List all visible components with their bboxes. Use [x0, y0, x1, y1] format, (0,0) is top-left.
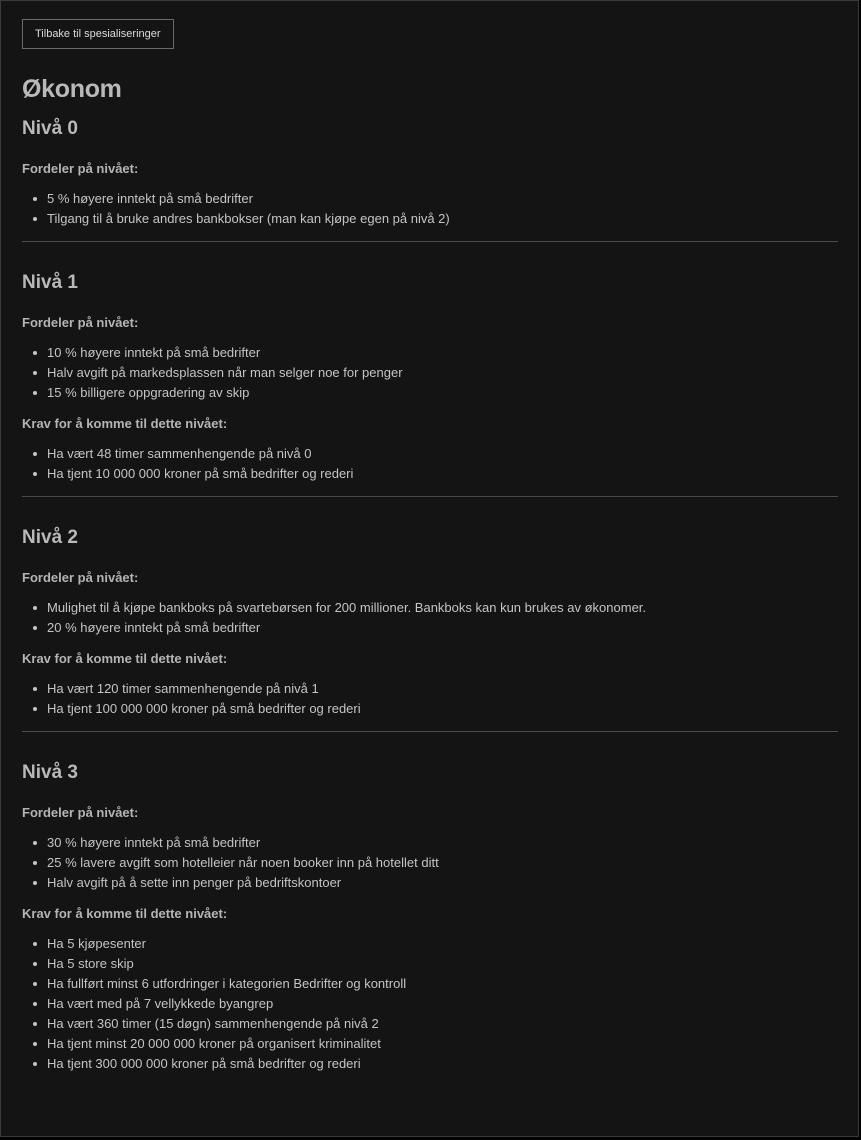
divider	[22, 496, 838, 497]
benefits-list	[22, 833, 838, 893]
list-item: Ha tjent minst 20 000 000 kroner på organisert kriminalitet	[22, 1034, 838, 1054]
list-item: Ha vært med på 7 vellykkede byangrep	[22, 994, 838, 1014]
page-title: Økonom	[22, 75, 122, 103]
back-to-specializations-button[interactable]: Tilbake til spesialiseringer	[22, 19, 174, 49]
list-item: Ha vært 48 timer sammenhengende på nivå 0	[22, 444, 838, 464]
level-title: Nivå 1	[22, 272, 78, 293]
level-1	[22, 271, 838, 484]
list-item: 15 % billigere oppgradering av skip	[22, 383, 838, 403]
divider	[22, 731, 838, 732]
level-0	[22, 117, 838, 229]
list-item: Mulighet til å kjøpe bankboks på svartebørsen for 200 millioner. Bankboks kan kun brukes av økonomer.	[22, 598, 838, 618]
list-item: Ha 5 kjøpesenter	[22, 934, 838, 954]
list-item: 30 % høyere inntekt på små bedrifter	[22, 833, 838, 853]
benefits-list	[22, 189, 838, 229]
requirements-list	[22, 934, 838, 1074]
benefits-label: Fordeler på nivået:	[22, 315, 139, 330]
list-item: Ha tjent 100 000 000 kroner på små bedrifter og rederi	[22, 699, 838, 719]
list-item: Ha tjent 10 000 000 kroner på små bedrifter og rederi	[22, 464, 838, 484]
list-item: 25 % lavere avgift som hotelleier når noen booker inn på hotellet ditt	[22, 853, 838, 873]
requirements-list	[22, 679, 838, 719]
level-title: Nivå 3	[22, 762, 78, 783]
list-item: 20 % høyere inntekt på små bedrifter	[22, 618, 838, 638]
list-item: Ha fullført minst 6 utfordringer i kategorien Bedrifter og kontroll	[22, 974, 838, 994]
divider	[22, 241, 838, 242]
level-3	[22, 761, 838, 1074]
list-item: 10 % høyere inntekt på små bedrifter	[22, 343, 838, 363]
benefits-label: Fordeler på nivået:	[22, 570, 139, 585]
level-title: Nivå 2	[22, 527, 78, 548]
list-item: Halv avgift på å sette inn penger på bedriftskontoer	[22, 873, 838, 893]
benefits-list	[22, 598, 838, 638]
requirements-label: Krav for å komme til dette nivået:	[22, 906, 228, 921]
level-2	[22, 526, 838, 719]
list-item: Ha vært 120 timer sammenhengende på nivå 1	[22, 679, 838, 699]
list-item: Ha vært 360 timer (15 døgn) sammenhengende på nivå 2	[22, 1014, 838, 1034]
requirements-list	[22, 444, 838, 484]
list-item: Ha tjent 300 000 000 kroner på små bedrifter og rederi	[22, 1054, 838, 1074]
list-item: Ha 5 store skip	[22, 954, 838, 974]
list-item: Halv avgift på markedsplassen når man selger noe for penger	[22, 363, 838, 383]
list-item: 5 % høyere inntekt på små bedrifter	[22, 189, 838, 209]
list-item: Tilgang til å bruke andres bankbokser (man kan kjøpe egen på nivå 2)	[22, 209, 838, 229]
benefits-label: Fordeler på nivået:	[22, 161, 139, 176]
benefits-label: Fordeler på nivået:	[22, 805, 139, 820]
benefits-list	[22, 343, 838, 403]
level-title: Nivå 0	[22, 118, 78, 139]
requirements-label: Krav for å komme til dette nivået:	[22, 416, 228, 431]
requirements-label: Krav for å komme til dette nivået:	[22, 651, 228, 666]
